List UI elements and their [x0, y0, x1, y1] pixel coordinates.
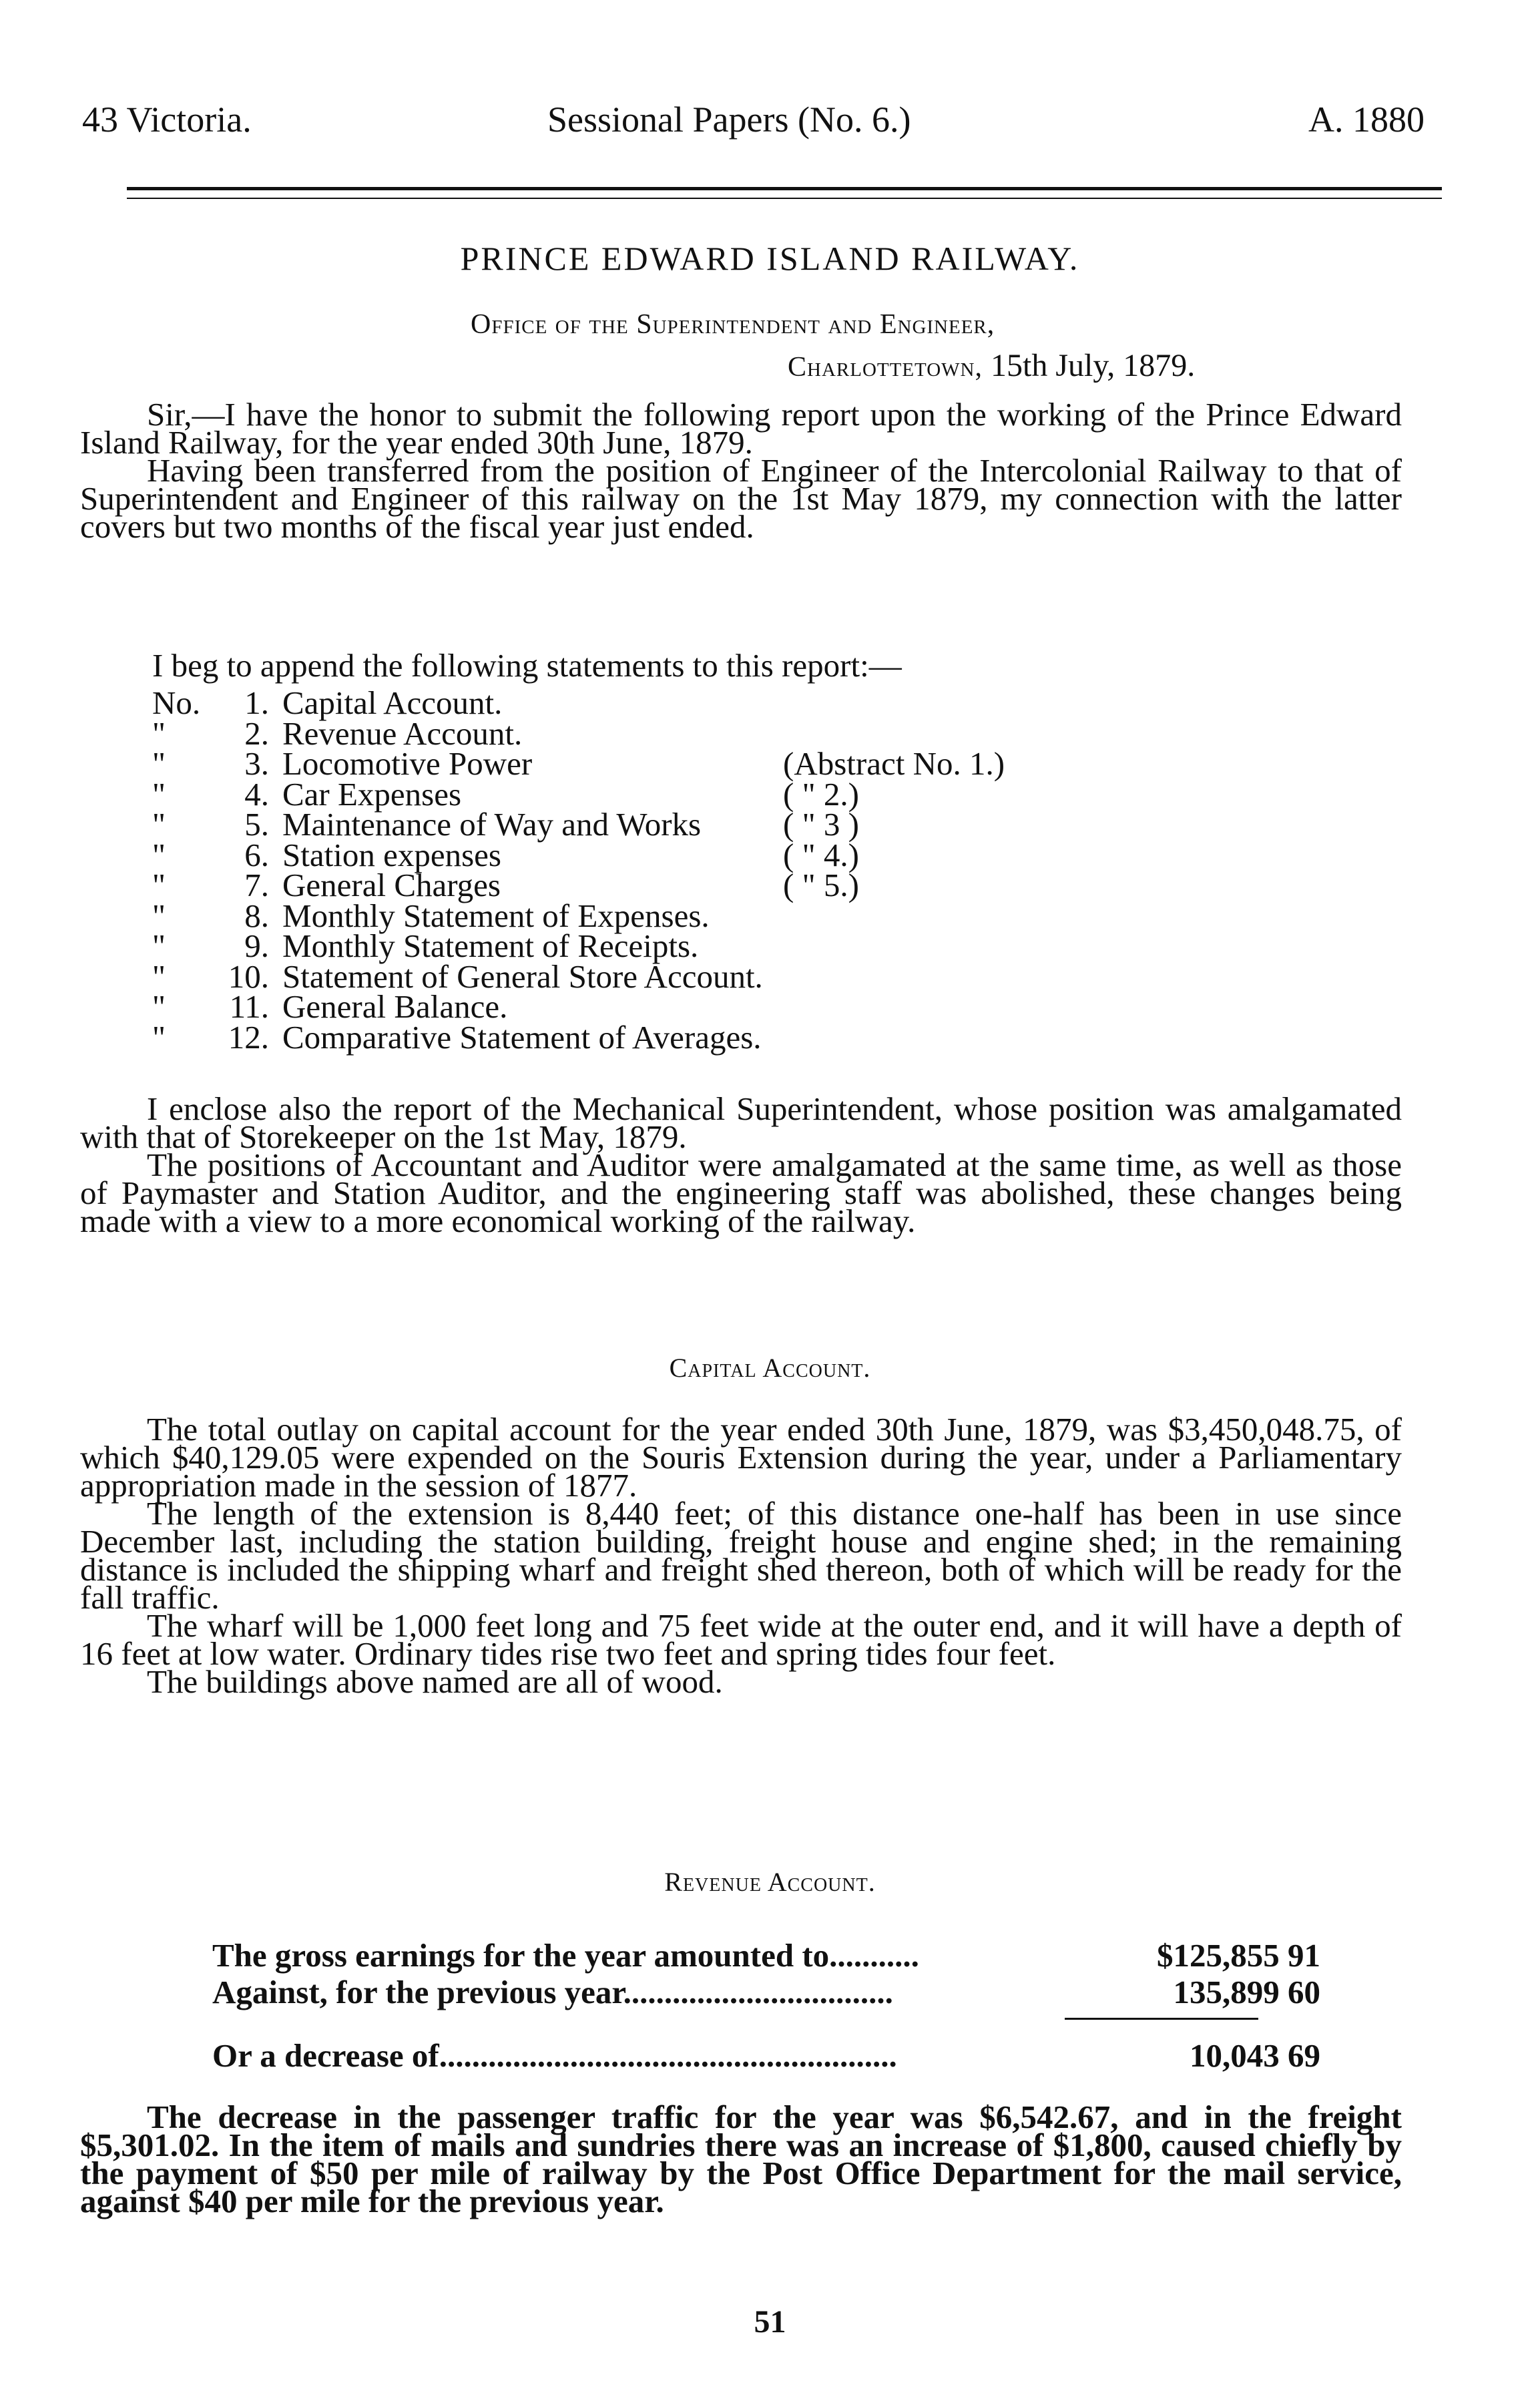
capital-paragraph: The buildings above named are all of wood.	[147, 1663, 723, 1700]
statement-number: 4.	[244, 775, 269, 813]
statement-mark: "	[152, 927, 166, 964]
capital-heading: Capital Account.	[669, 1353, 871, 1383]
capital-paragraph: The wharf will be 1,000 feet long and 75 feet wide at the outer end, and it will have a depth of 16 feet at low water. Ordinary tides rise two feet and spring tides four feet.	[80, 1607, 1402, 1672]
statement-mark: "	[152, 775, 166, 813]
statement-title: Monthly Statement of Expenses.	[282, 897, 710, 934]
statement-title: General Charges	[282, 867, 501, 903]
revenue-total-label: Or a decrease of........................................................	[212, 2037, 897, 2074]
header-left: 43 Victoria.	[82, 99, 252, 140]
statement-mark: "	[152, 836, 166, 873]
office-line: Office of the Superintendent and Engineer,	[471, 309, 995, 340]
revenue-total	[212, 2036, 1347, 2074]
statement-abstract-ref: ( " 4.)	[783, 836, 859, 873]
statement-abstract-ref: ( " 3 )	[783, 806, 859, 843]
statement-title: Comparative Statement of Averages.	[282, 1018, 762, 1056]
statement-number: 1.	[244, 684, 269, 721]
statement-mark: "	[152, 988, 166, 1025]
header-rule-thick	[127, 187, 1442, 190]
enclose-paragraph: The positions of Accountant and Auditor were amalgamated at the same time, as well as those of Paymaster and Station Auditor, and the engineering staff was abolished, these changes being made with a view to a more economical working of the railway.	[80, 1146, 1402, 1239]
decrease-paragraph: The decrease in the passenger traffic for the year was $6,542.67, and in the freight $5,301.02. In the item of mails and sundries there was an increase of $1,800, caused chiefly by the payment of $50 per mile of railway by the Post Office Department for the mail service, against $40 per mile for the previous year.	[80, 2099, 1402, 2219]
statement-mark: "	[152, 867, 166, 903]
statement-number: 3.	[244, 745, 269, 782]
statement-number: 11.	[229, 988, 269, 1025]
statement-number: 9.	[244, 927, 269, 964]
intro-section	[80, 396, 1402, 545]
statement-title: Revenue Account.	[282, 714, 523, 752]
revenue-row-label: The gross earnings for the year amounted to...........	[212, 1937, 919, 1974]
header-right: A. 1880	[1308, 99, 1425, 140]
enclose-section	[80, 1090, 1402, 1239]
enclose-paragraph: I enclose also the report of the Mechanical Superintendent, whose position was amalgamated with that of Storekeeper on the 1st May, 1879.	[80, 1090, 1402, 1155]
statement-number: 10.	[228, 957, 269, 995]
statement-title: Station expenses	[282, 836, 501, 873]
statement-number: 12.	[228, 1018, 269, 1056]
page-number: 51	[754, 2304, 786, 2340]
revenue-heading: Revenue Account.	[664, 1867, 876, 1897]
office-date: 15th July, 1879.	[991, 348, 1196, 383]
statement-number: 2.	[244, 714, 269, 752]
header-center: Sessional Papers (No. 6.)	[547, 99, 911, 140]
revenue-row	[212, 1936, 1347, 1974]
statement-title: Locomotive Power	[282, 745, 533, 782]
statement-number: 8.	[244, 897, 269, 934]
append-line: I beg to append the following statements to this report:—	[152, 647, 902, 684]
revenue-total-amount: 10,043 69	[1190, 2037, 1320, 2074]
statement-abstract-ref: ( " 5.)	[783, 867, 859, 903]
document-title: PRINCE EDWARD ISLAND RAILWAY.	[460, 240, 1080, 277]
statement-number: 5.	[244, 806, 269, 843]
intro-paragraph: Having been transferred from the position of Engineer of the Intercolonial Railway to that of Superintendent and Engineer of this railway on the 1st May 1879, my connection with the latter covers but two months of the fiscal year just ended.	[80, 452, 1402, 545]
office-place: Charlottetown,	[788, 352, 983, 383]
statement-abstract-ref: ( " 2.)	[783, 775, 859, 813]
statement-abstract-ref: (Abstract No. 1.)	[783, 745, 1005, 782]
capital-paragraph: The length of the extension is 8,440 feet; of this distance one-half has been in use since December last, including the station building, freight house and engine shed; in the remaining distance is included the shipping wharf and freight shed thereon, both of which will be ready for the fall traffic.	[80, 1495, 1402, 1616]
revenue-row-amount: $125,855 91	[1157, 1937, 1320, 1974]
statement-mark: "	[152, 897, 166, 934]
statement-title: General Balance.	[282, 988, 508, 1025]
revenue-row	[212, 1973, 1347, 2010]
statement-mark: "	[152, 1018, 166, 1056]
statement-title: Statement of General Store Account.	[282, 957, 763, 995]
statement-mark: No.	[152, 684, 201, 721]
statement-title: Maintenance of Way and Works	[282, 806, 702, 843]
statement-title: Capital Account.	[282, 684, 503, 721]
capital-paragraph: The total outlay on capital account for the year ended 30th June, 1879, was $3,450,048.75, of which $40,129.05 were expended on the Souris Extension during the year, under a Parliamentary appropriation made in the session of 1877.	[80, 1411, 1402, 1504]
statement-mark: "	[152, 745, 166, 782]
statement-mark: "	[152, 957, 166, 995]
revenue-row-label: Against, for the previous year.................................	[212, 1974, 893, 2010]
revenue-row-amount: 135,899 60	[1173, 1974, 1320, 2010]
statement-mark: "	[152, 806, 166, 843]
statement-mark: "	[152, 714, 166, 752]
statement-title: Monthly Statement of Receipts.	[282, 927, 699, 964]
capital-section	[80, 1411, 1402, 1700]
statement-title: Car Expenses	[282, 775, 462, 813]
header-rule-thin	[127, 198, 1442, 199]
decrease-section	[80, 2099, 1402, 2219]
statement-number: 6.	[244, 836, 269, 873]
statement-number: 7.	[244, 867, 269, 903]
office-dateline	[788, 347, 1195, 384]
intro-paragraph: Sir,—I have the honor to submit the following report upon the working of the Prince Edward Island Railway, for the year ended 30th June, 1879.	[80, 396, 1402, 461]
sum-rule	[1065, 2018, 1258, 2020]
